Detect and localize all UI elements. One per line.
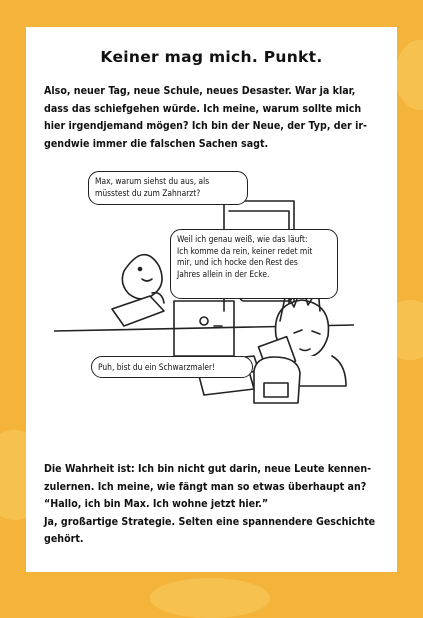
text-line: zulernen. Ich meine, wie fängt man so etwas überhaupt an? xyxy=(44,480,367,493)
comic-illustration xyxy=(54,161,354,406)
background-blob xyxy=(150,578,270,618)
text-line: Die Wahrheit ist: Ich bin nicht gut darin, neue Leute kennen- xyxy=(44,463,372,475)
bubble-line: müsstest du zum Zahnarzt? xyxy=(95,187,201,198)
background-blob xyxy=(395,40,423,110)
bubble-line: mir, und ich hocke den Rest des xyxy=(177,257,298,267)
page-title: Keiner mag mich. Punkt. xyxy=(100,48,323,66)
text-line: gendwie immer die falschen Sachen sagt. xyxy=(44,137,269,150)
text-line: “Hallo, ich bin Max. Ich wohne jetzt hier.” xyxy=(44,498,269,510)
text-line: dass das schiefgehen würde. Ich meine, warum sollte mich xyxy=(44,102,362,115)
speech-bubble-dog-reply xyxy=(91,356,253,378)
intro-paragraph xyxy=(44,83,382,153)
bubble-line: Ich komme da rein, keiner redet mit xyxy=(177,245,313,256)
text-line: gehört. xyxy=(44,533,84,545)
text-line: Also, neuer Tag, neue Schule, neues Desaster. War ja klar, xyxy=(44,85,356,97)
bubble-line: Weil ich genau weiß, wie das läuft: xyxy=(177,234,308,244)
closing-paragraph xyxy=(44,461,382,549)
book-page xyxy=(26,27,397,572)
speech-bubble-dog-question xyxy=(88,171,248,205)
text-line: hier irgendjemand mögen? Ich bin der Neue, der Typ, der ir- xyxy=(44,120,367,132)
bubble-line: Puh, bist du ein Schwarzmaler! xyxy=(98,362,216,372)
bubble-line: Max, warum siehst du aus, als xyxy=(95,176,210,186)
text-line: Ja, großartige Strategie. Selten eine spannendere Geschichte xyxy=(44,515,376,528)
bubble-line: Jahres allein in der Ecke. xyxy=(177,268,270,279)
speech-bubble-boy-answer xyxy=(170,229,338,299)
